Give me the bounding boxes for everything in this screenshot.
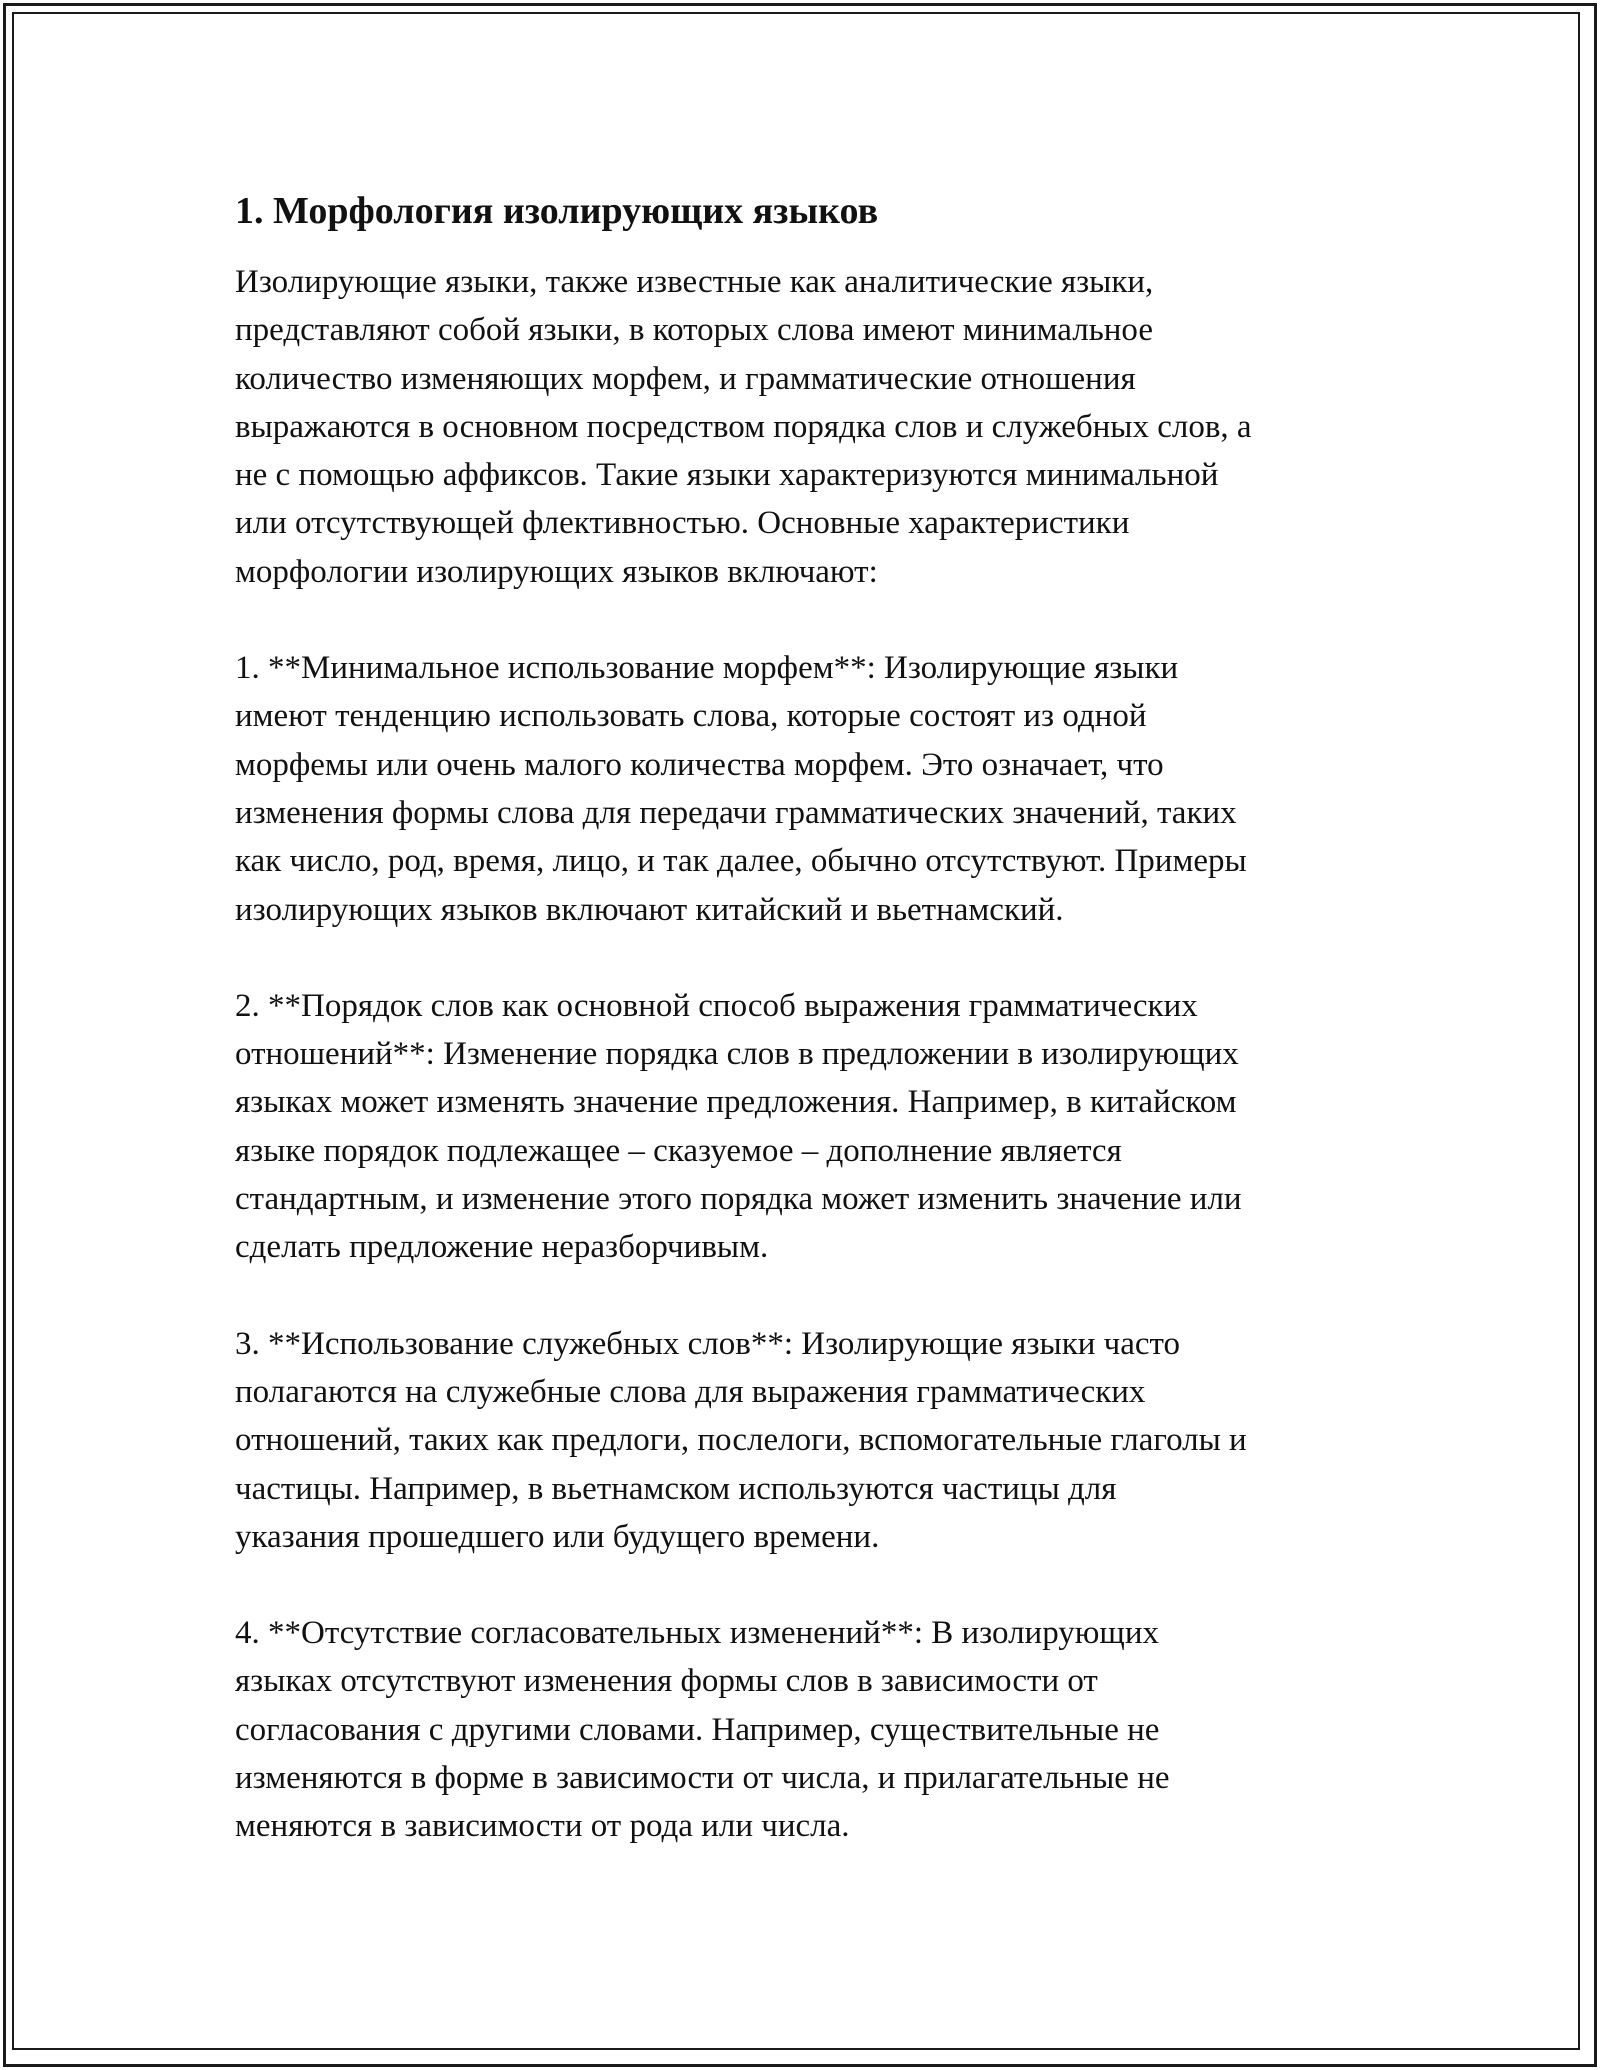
list-item-2: 2. **Порядок слов как основной способ выражения грамматических отношений**: Изменение порядка слов в предложении в изолирующих языках может изменять значение предложения. Например, в китайском языке порядок подлежащее – сказуемое – дополнение является стандартным, и изменение этого порядка может изменить значение или сделать предложение неразборчивым. — [235, 987, 1242, 1266]
list-item-1: 1. **Минимальное использование морфем**: Изолирующие языки имеют тенденцию использовать слова, которые состоят из одной морфемы или очень малого количества морфем. Это означает, что изменения формы слова для передачи грамматических значений, таких как число, род, время, лицо, и так далее, обычно отсутствуют. Примеры изолирующих языков включают китайский и вьетнамский. — [235, 650, 1247, 928]
intro-paragraph: Изолирующие языки, также известные как аналитические языки, представляют собой языки, в которых слова имеют минимальное количество изменяющих морфем, и грамматические отношения выражаются в основном посредством порядка слов и служебных слов, а не с помощью аффиксов. Такие языки характеризуются минимальной или отсутствующей флективностью. Основные характеристики морфологии изолирующих языков включают: — [235, 264, 1252, 590]
document-title: 1. Морфология изолирующих языков — [235, 190, 879, 232]
list-item-3: 3. **Использование служебных слов**: Изолирующие языки часто полагаются на служебные слова для выражения грамматических отношений, таких как предлоги, послелоги, вспомогательные глаголы и частицы. Например, в вьетнамском используются частицы для указания прошедшего или будущего времени. — [235, 1325, 1247, 1555]
document-body — [235, 186, 1385, 1899]
list-item-4: 4. **Отсутствие согласовательных изменений**: В изолирующих языках отсутствуют изменения формы слов в зависимости от согласования с другими словами. Например, существительные не изменяются в форме в зависимости от числа, и прилагательные не меняются в зависимости от рода или числа. — [235, 1615, 1170, 1845]
